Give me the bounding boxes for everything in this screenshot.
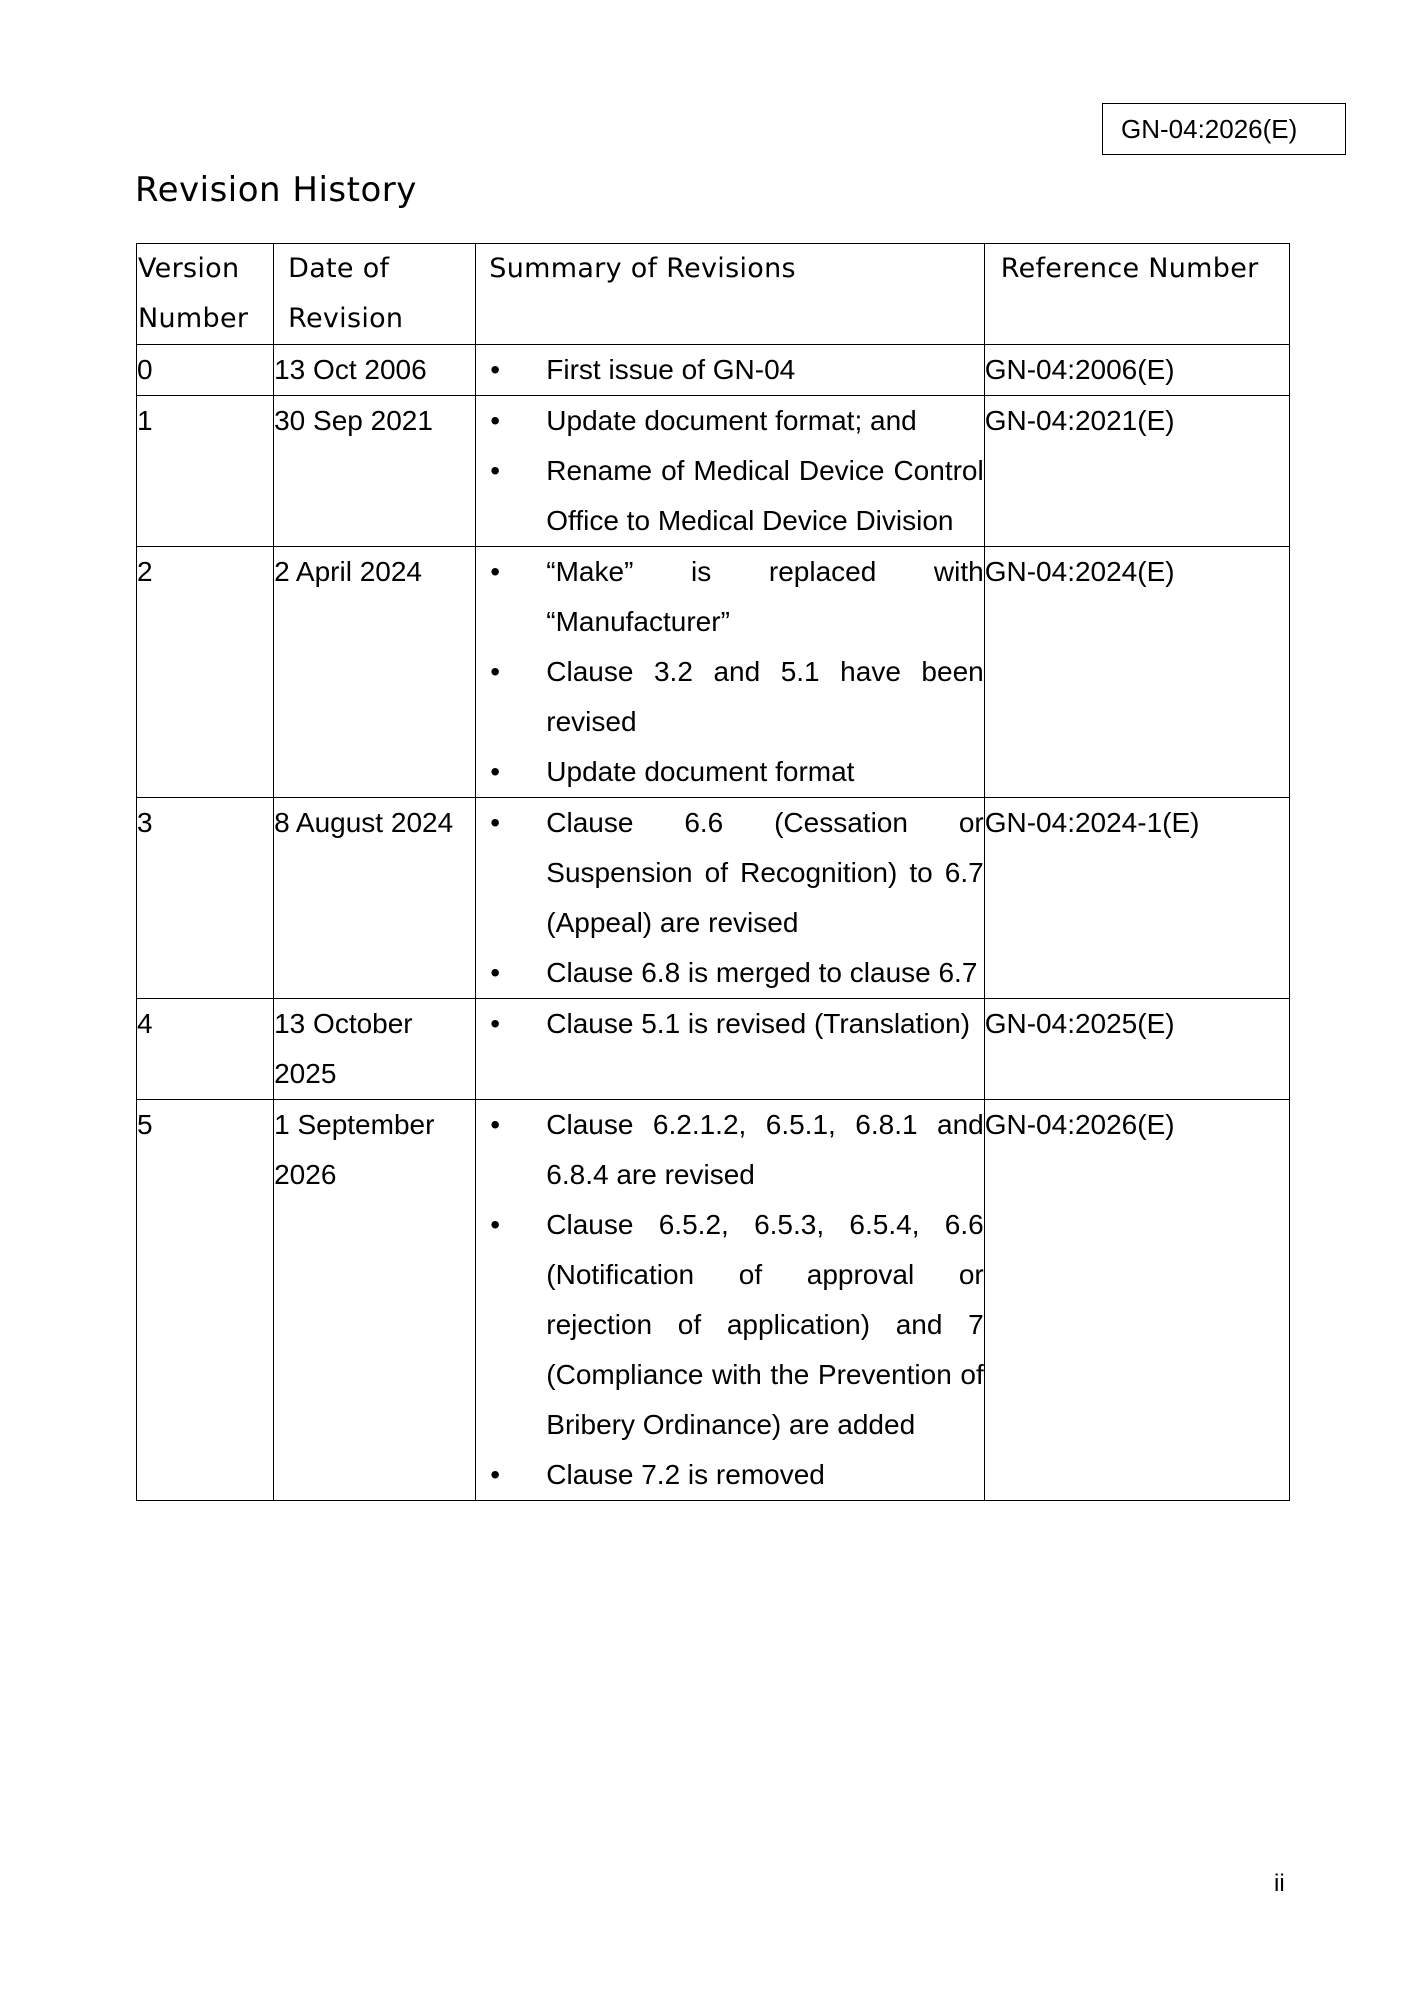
- revision-date-cell: 1 September 2026: [274, 1100, 476, 1501]
- header-summary-of-revisions: Summary of Revisions: [476, 244, 984, 345]
- reference-number-cell: GN-04:2006(E): [984, 345, 1289, 396]
- reference-number-cell: GN-04:2024-1(E): [984, 798, 1289, 999]
- reference-number-cell: GN-04:2024(E): [984, 547, 1289, 798]
- list-item: [476, 1200, 983, 1450]
- version-number-cell: 4: [137, 999, 274, 1100]
- bullet-icon: •: [490, 1459, 501, 1490]
- revision-item-text: Clause 5.1 is revised (Translation): [546, 1008, 971, 1039]
- revision-item-text: Clause 3.2 and 5.1 have been revised: [546, 656, 984, 737]
- revision-item-text: Clause 6.2.1.2, 6.5.1, 6.8.1 and 6.8.4 are revised: [546, 1109, 984, 1190]
- revision-item-text: Update document format; and: [546, 405, 917, 436]
- table-row: [137, 1100, 1290, 1501]
- reference-number-cell: GN-04:2026(E): [984, 1100, 1289, 1501]
- revision-history-table: [136, 243, 1290, 1501]
- table-row: [137, 547, 1290, 798]
- revision-summary-list: [476, 547, 983, 797]
- revision-summary-list: [476, 1100, 983, 1500]
- document-reference-box: [1102, 103, 1346, 155]
- revision-summary-cell: [476, 547, 984, 798]
- reference-number-cell: GN-04:2025(E): [984, 999, 1289, 1100]
- table-row: [137, 396, 1290, 547]
- version-number-cell: 3: [137, 798, 274, 999]
- bullet-icon: •: [490, 1209, 501, 1240]
- version-number-cell: 1: [137, 396, 274, 547]
- table-header-row: [137, 244, 1290, 345]
- header-reference-number: Reference Number: [984, 244, 1289, 345]
- bullet-icon: •: [490, 1008, 501, 1039]
- reference-number-cell: GN-04:2021(E): [984, 396, 1289, 547]
- bullet-icon: •: [490, 1109, 501, 1140]
- bullet-icon: •: [490, 807, 501, 838]
- revision-item-text: Clause 6.6 (Cessation or Suspension of Recognition) to 6.7 (Appeal) are revised: [546, 807, 984, 938]
- revision-item-text: Clause 6.5.2, 6.5.3, 6.5.4, 6.6 (Notification of approval or rejection of application) and 7 (Compliance with the Prevention of Bribery Ordinance) are added: [546, 1209, 984, 1440]
- bullet-icon: •: [490, 455, 501, 486]
- version-number-cell: 5: [137, 1100, 274, 1501]
- revision-item-text: Update document format: [546, 756, 855, 787]
- list-item: [476, 798, 983, 948]
- list-item: [476, 446, 983, 546]
- bullet-icon: •: [490, 354, 501, 385]
- revision-summary-list: [476, 798, 983, 998]
- revision-item-text: Rename of Medical Device Control Office to Medical Device Division: [546, 455, 984, 536]
- revision-date-cell: 30 Sep 2021: [274, 396, 476, 547]
- revision-summary-list: [476, 999, 983, 1049]
- revision-item-text: Clause 7.2 is removed: [546, 1459, 825, 1490]
- table-row: [137, 999, 1290, 1100]
- revision-item-text: First issue of GN-04: [546, 354, 796, 385]
- revision-date-cell: 13 October 2025: [274, 999, 476, 1100]
- table-row: [137, 345, 1290, 396]
- list-item: [476, 999, 983, 1049]
- list-item: [476, 948, 983, 998]
- bullet-icon: •: [490, 957, 501, 988]
- revision-summary-cell: [476, 798, 984, 999]
- version-number-cell: 2: [137, 547, 274, 798]
- header-date-of-revision: Date of Revision: [274, 244, 476, 345]
- document-reference: GN-04:2026(E): [1121, 114, 1298, 144]
- table-body: [137, 345, 1290, 1501]
- revision-summary-cell: [476, 999, 984, 1100]
- list-item: [476, 747, 983, 797]
- page-title: Revision History: [135, 170, 417, 210]
- version-number-cell: 0: [137, 345, 274, 396]
- revision-summary-cell: [476, 396, 984, 547]
- table-row: [137, 798, 1290, 999]
- revision-summary-list: [476, 396, 983, 546]
- revision-summary-cell: [476, 345, 984, 396]
- revision-date-cell: 13 Oct 2006: [274, 345, 476, 396]
- revision-item-text: “Make” is replaced with “Manufacturer”: [546, 556, 984, 637]
- header-version-number: Version Number: [137, 244, 274, 345]
- revision-summary-cell: [476, 1100, 984, 1501]
- list-item: [476, 345, 983, 395]
- list-item: [476, 1100, 983, 1200]
- list-item: [476, 396, 983, 446]
- page-number: ii: [1274, 1870, 1285, 1897]
- revision-date-cell: 2 April 2024: [274, 547, 476, 798]
- list-item: [476, 1450, 983, 1500]
- bullet-icon: •: [490, 556, 501, 587]
- bullet-icon: •: [490, 405, 501, 436]
- bullet-icon: •: [490, 656, 501, 687]
- bullet-icon: •: [490, 756, 501, 787]
- list-item: [476, 547, 983, 647]
- revision-item-text: Clause 6.8 is merged to clause 6.7: [546, 957, 978, 988]
- list-item: [476, 647, 983, 747]
- revision-date-cell: 8 August 2024: [274, 798, 476, 999]
- revision-summary-list: [476, 345, 983, 395]
